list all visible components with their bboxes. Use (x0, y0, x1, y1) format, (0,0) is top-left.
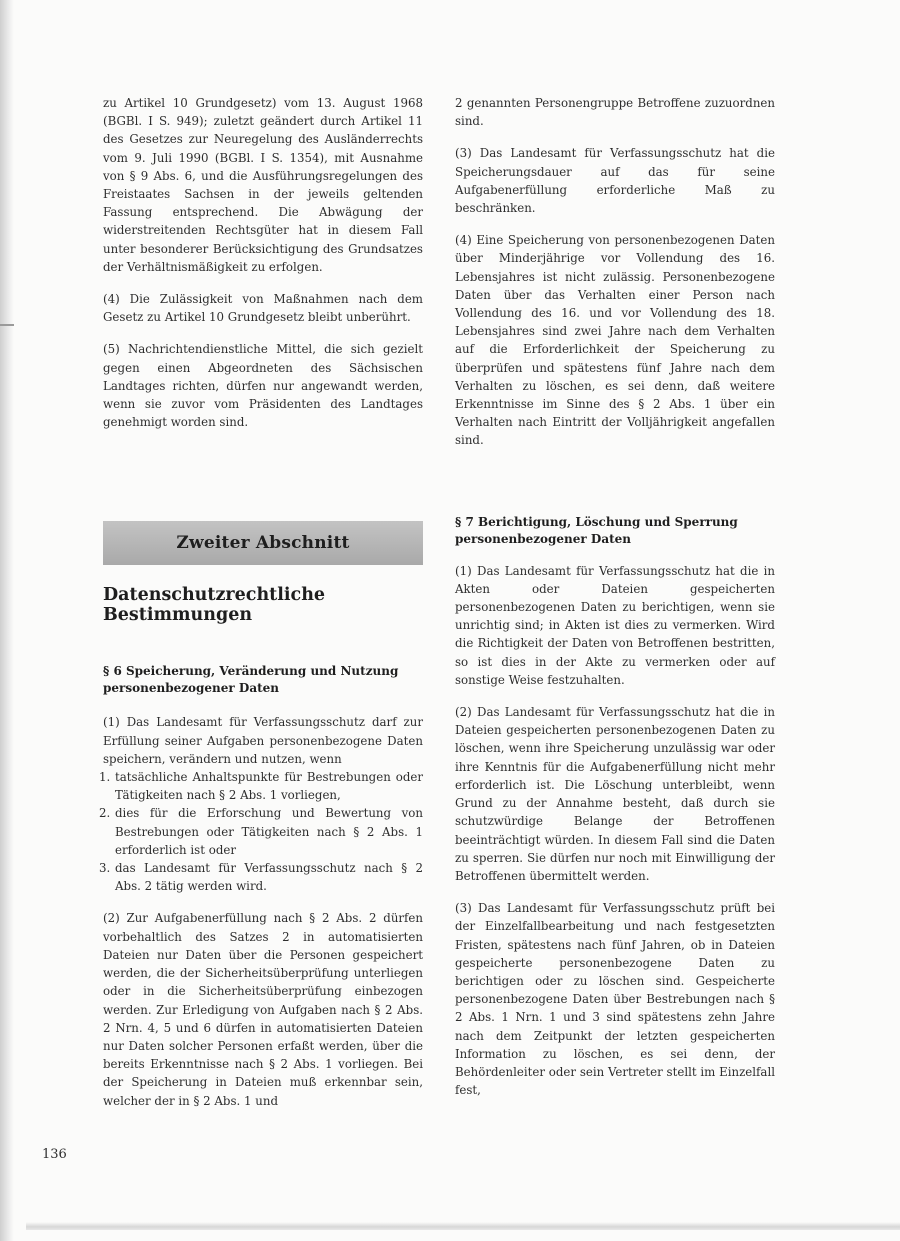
paragraph-4-left: (4) Die Zulässigkeit von Maßnahmen nach dem Gesetz zu Artikel 10 Grundgesetz bleibt unberührt. (103, 292, 423, 325)
paragraph-5-left: (5) Nachrichtendienstliche Mittel, die sich gezielt gegen einen Abgeordneten des Sächsischen Landtages richten, dürfen nur angewandt werden, wenn sie zuvor vom Präsidenten des Landtages genehmigt worden sind. (103, 342, 423, 430)
list-item-number: 1. (99, 770, 111, 785)
list-item-number: 2. (99, 806, 111, 821)
paragraph-4-right: (4) Eine Speicherung von personenbezogenen Daten über Minderjährige vor Vollendung des 16. Lebensjahres ist nicht zulässig. Personenbezogene Daten über das Verhalten einer Person nach Vollendung des 16. und vor Vollendung des 18. Lebensjahres sind zwei Jahre nach dem Verhalten auf die Erforderlichkeit der Speicherung zu überprüfen und spätestens fünf Jahre nach dem Verhalten zu löschen, es sei denn, daß weitere Erkenntnisse im Sinne des § 2 Abs. 1 über ein Verhalten nach Eintritt der Volljährigkeit angefallen sind. (455, 233, 775, 448)
paragraph-continuation: zu Artikel 10 Grundgesetz) vom 13. August 1968 (BGBl. I S. 949); zuletzt geändert durch Artikel 11 des Gesetzes zur Neuregelung des Ausländerrechts vom 9. Juli 1990 (BGBl. I S. 1354), mit Ausnahme von § 9 Abs. 6, und die Ausführungsregelungen des Freistaates Sachsen in der jeweils geltenden Fassung entsprechend. Die Abwägung der widerstreitenden Rechtsgüter hat in diesem Fall unter besonderer Berücksichtigung des Grundsatzes der Verhältnismäßigkeit zu erfolgen. (103, 96, 423, 274)
list-item (99, 768, 423, 804)
paragraph-3-right: (3) Das Landesamt für Verfassungsschutz hat die Speicherungsdauer auf das für seine Aufgabenerfüllung erforderliche Maß zu beschränken. (455, 146, 775, 216)
section-box (103, 521, 423, 565)
binding-shadow (0, 0, 14, 1241)
s7-paragraph-1: (1) Das Landesamt für Verfassungsschutz hat die in Akten oder Dateien gespeicherten personenbezogenen Daten zu berichtigen, wenn sie unrichtig sind; in Akten ist dies zu vermerken. Wird die Richtigkeit der Daten von Betroffenen bestritten, so ist dies in der Akte zu vermerken oder auf sonstige Weise festzuhalten. (455, 563, 775, 687)
list-item (99, 804, 423, 859)
section-title: Datenschutzrechtliche Bestimmungen (103, 585, 326, 626)
scan-mark (0, 324, 14, 326)
list-item-number: 3. (99, 861, 111, 876)
list-item (99, 859, 423, 895)
right-column (455, 94, 775, 1099)
section-box-label: Zweiter Abschnitt (176, 533, 350, 554)
list-item-text: dies für die Erforschung und Bewertung von Bestrebungen oder Tätigkeiten nach § 2 Abs. 1 erforderlich ist oder (115, 806, 423, 857)
left-column (99, 94, 423, 1110)
paragraph-continuation-right: 2 genannten Personengruppe Betroffene zuzuordnen sind. (455, 96, 775, 129)
s7-heading: § 7 Berichtigung, Löschung und Sperrung personenbezogener Daten (455, 514, 738, 546)
page-number: 136 (42, 1147, 67, 1162)
s6-enumeration (99, 768, 423, 895)
page-bottom-edge (26, 1222, 900, 1230)
s6-paragraph-2: (2) Zur Aufgabenerfüllung nach § 2 Abs. 2 dürfen vorbehaltlich des Satzes 2 in automatisierten Dateien nur Daten über die Personen gespeichert werden, die der Sicherheitsüberprüfung unterliegen oder in die Sicherheitsüberprüfung einbezogen werden. Zur Erledigung von Aufgaben nach § 2 Abs. 2 Nrn. 4, 5 und 6 dürfen in automatisierten Dateien nur Daten solcher Personen erfaßt werden, über die bereits Erkenntnisse nach § 2 Abs. 1 vorliegen. Bei der Speicherung in Dateien muß erkennbar sein, welcher der in § 2 Abs. 1 und (103, 911, 423, 1108)
list-item-text: das Landesamt für Verfassungsschutz nach § 2 Abs. 2 tätig werden wird. (115, 861, 423, 894)
s6-paragraph-1-intro: (1) Das Landesamt für Verfassungsschutz darf zur Erfüllung seiner Aufgaben personenbezogene Daten speichern, verändern und nutzen, wenn (103, 715, 423, 766)
s6-heading: § 6 Speicherung, Veränderung und Nutzung personenbezogener Daten (103, 664, 399, 696)
list-item-text: tatsächliche Anhaltspunkte für Bestrebungen oder Tätigkeiten nach § 2 Abs. 1 vorliegen, (115, 770, 423, 803)
s7-paragraph-3: (3) Das Landesamt für Verfassungsschutz prüft bei der Einzelfallbearbeitung und nach festgesetzten Fristen, spätestens nach fünf Jahren, ob in Dateien gespeicherte personenbezogene Daten zu berichtigen oder zu löschen sind. Gespeicherte personenbezogene Daten über Bestrebungen nach § 2 Abs. 1 Nrn. 1 und 3 sind spätestens zehn Jahre nach dem Zeitpunkt der letzten gespeicherten Information zu löschen, es sei denn, der Behördenleiter oder sein Vertreter stellt im Einzelfall fest, (455, 901, 775, 1098)
s7-paragraph-2: (2) Das Landesamt für Verfassungsschutz hat die in Dateien gespeicherten personenbezogenen Daten zu löschen, wenn ihre Speicherung unzulässig war oder ihre Kenntnis für die Aufgabenerfüllung nicht mehr erforderlich ist. Die Löschung unterbleibt, wenn Grund zu der Annahme besteht, daß durch sie schutzwürdige Belange der Betroffenen beeinträchtigt würden. In diesem Fall sind die Daten zu sperren. Sie dürfen nur noch mit Einwilligung der Betroffenen übermittelt werden. (455, 705, 775, 883)
